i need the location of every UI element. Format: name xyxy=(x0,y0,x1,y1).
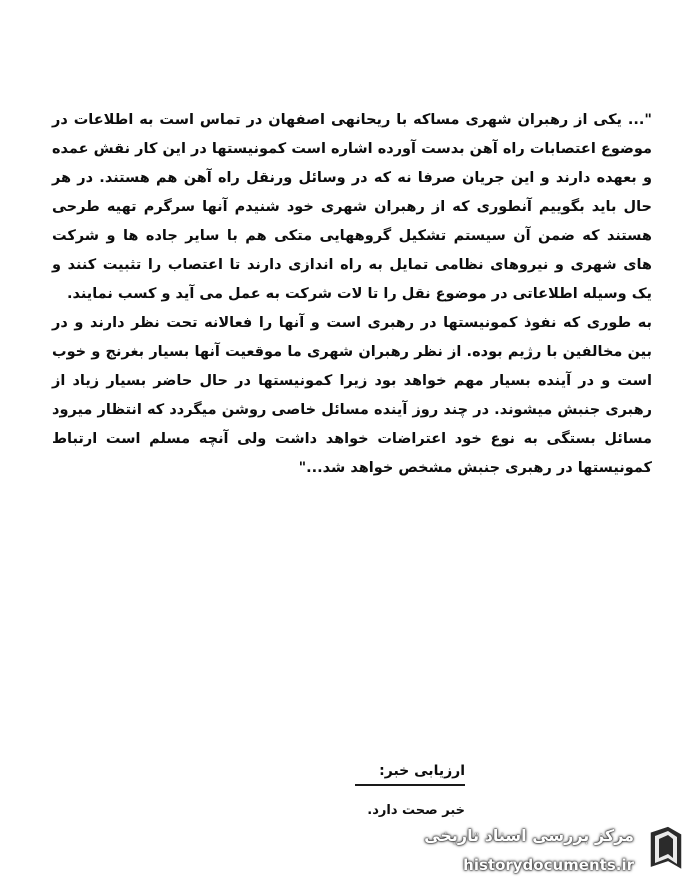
archive-watermark xyxy=(402,818,692,888)
evaluation-result: خبر صحت دارد. xyxy=(367,803,465,818)
archive-book-icon xyxy=(646,824,686,876)
paragraph-1: "... یکی از رهبران شهری مساکه با ریحانهی اصفهان در تماس است به اطلاعات در موضوع اعتصابات راه آهن بدست آورده اشاره است کمونیستها در این کار نقش عمده و بعهده دارند و این جریان صرفا نه که در وسائل ورنقل راه آهن هم هستند. در هر حال باید بگوییم آنطوری که از رهبران شهری خود شنیدم آنها سرگرم تهیه طرحی هستند که ضمن آن سیستم تشکیل گروههایی متکی هم با سایر جاده ها و شرکت های شهری و نیروهای نظامی تمایل به راه اندازی دارند تا اعتصاب را تثبیت کنند و یک وسیله اطلاعاتی در موضوع نقل را تا لات شرکت به عمل می آید و کسب نمایند. xyxy=(52,112,652,302)
watermark-title: مرکز بررسی اسناد تاریخی xyxy=(424,826,634,845)
paragraph-2: به طوری که نفوذ کمونیستها در رهبری است و آنها را فعالانه تحت نظر دارند و در بین مخالفین با رژیم بوده. از نظر رهبران شهری ما موقعیت آنها بسیار بغرنج و خوب است و در آینده بسیار مهم خواهد بود زیرا کمونیستها در حال حاضر بسیار زیاد از رهبری جنبش میشوند. در چند روز آینده مسائل خاصی روشن میگردد که انتظار میرود مسائل بستگی به نوع خود اعتراضات خواهد داشت ولی آنچه مسلم است ارتباط کمونیستها در رهبری جنبش مشخص خواهد شد..." xyxy=(52,315,652,476)
document-body xyxy=(52,106,652,483)
evaluation-heading: ارزیابی خبر: xyxy=(355,760,465,786)
evaluation-note xyxy=(205,760,465,822)
watermark-url: historydocuments.ir xyxy=(463,856,634,874)
